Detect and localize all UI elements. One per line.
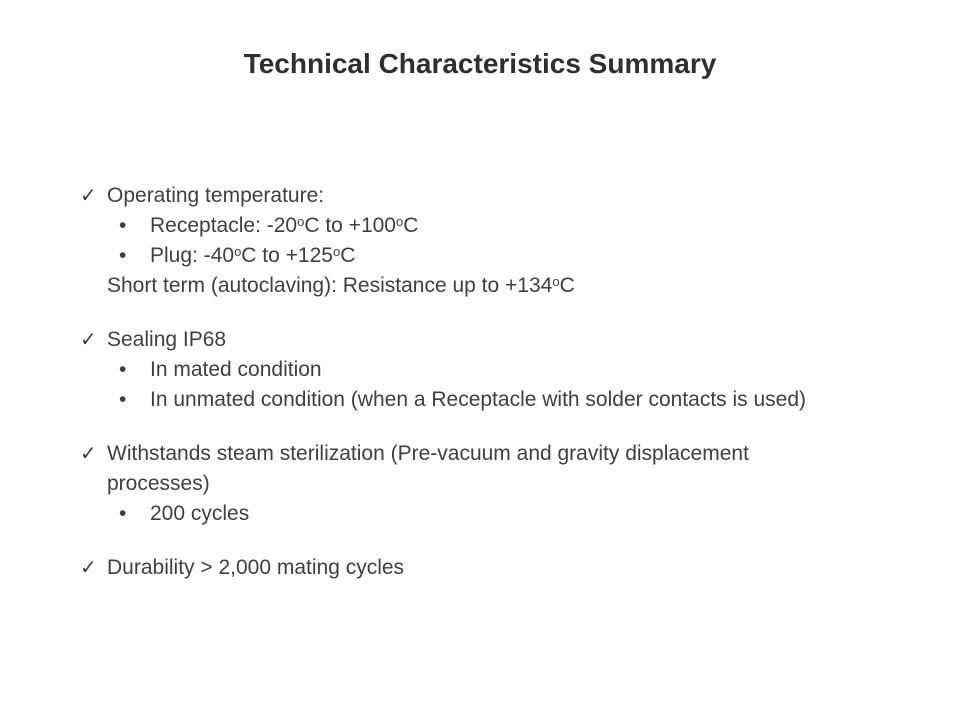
bullet-section [80, 181, 930, 301]
content-line [80, 553, 930, 583]
bullet-icon: • [119, 244, 127, 267]
content [80, 181, 930, 583]
bullet-icon: • [119, 358, 127, 381]
checkmark-icon: ✓ [80, 329, 97, 351]
line-text: In unmated condition (when a Receptacle with solder contacts is used) [150, 388, 807, 411]
line-text: 200 cycles [150, 502, 250, 525]
checkmark-icon: ✓ [80, 557, 97, 579]
content-line [80, 469, 930, 499]
line-text: Short term (autoclaving): Resistance up to $+134^oC$ [107, 274, 575, 297]
bullet-section [80, 553, 930, 583]
content-line [80, 385, 930, 415]
checkmark-icon: ✓ [80, 443, 97, 465]
line-text: Durability > 2,000 mating cycles [107, 556, 405, 579]
content-line [80, 325, 930, 355]
checkmark-icon: ✓ [80, 185, 97, 207]
line-text: Plug: -40$^o$C to $+125^oC$ [150, 244, 356, 267]
bullet-icon: • [119, 502, 127, 525]
content-line [80, 355, 930, 385]
line-text: Operating temperature: [107, 184, 325, 207]
page-title: Technical Characteristics Summary [243, 48, 717, 79]
line-text: In mated condition [150, 358, 322, 381]
bullet-section [80, 325, 930, 415]
line-text: Withstands steam sterilization (Pre-vacuum and gravity displacement [107, 442, 749, 465]
content-line [80, 271, 930, 301]
content-line [80, 439, 930, 469]
bullet-icon: • [119, 214, 127, 237]
content-line [80, 241, 930, 271]
content-line [80, 499, 930, 529]
bullet-section [80, 439, 930, 529]
content-line [80, 211, 930, 241]
content-line [80, 181, 930, 211]
line-text: processes) [107, 472, 210, 495]
line-text: Receptacle: -20$^o$C to $+100^oC$ [150, 214, 419, 237]
line-text: Sealing IP68 [107, 328, 227, 351]
bullet-icon: • [119, 388, 127, 411]
